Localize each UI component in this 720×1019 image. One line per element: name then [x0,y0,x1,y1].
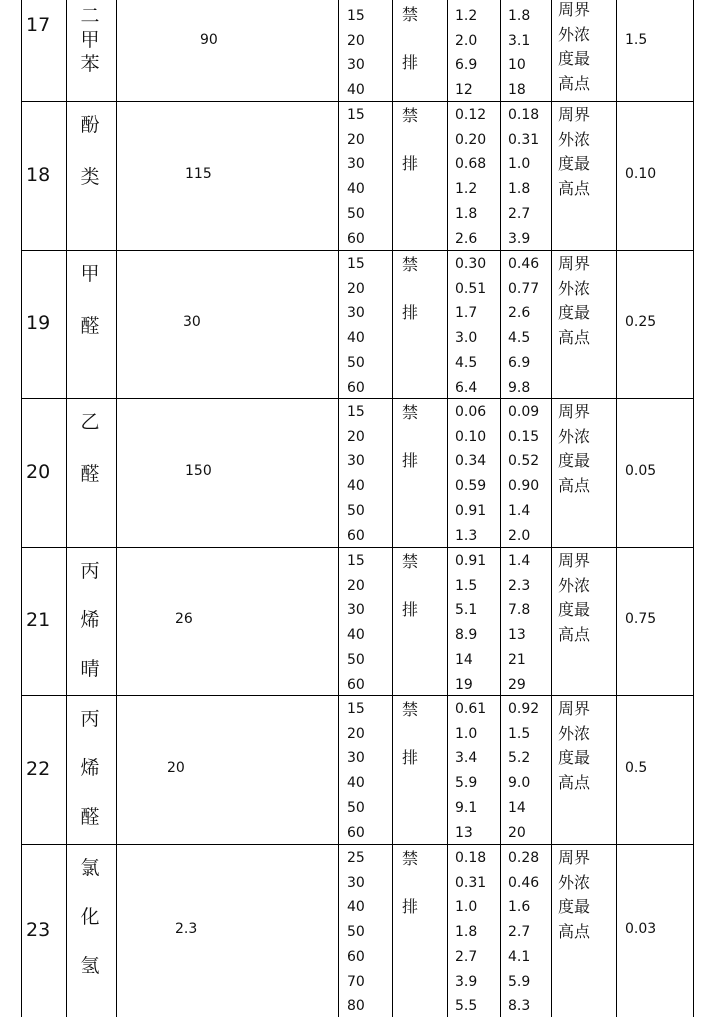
table-row [0,398,720,547]
row-number: 17 [26,14,51,36]
rate-level-2-value: 0.18 [455,850,487,866]
max-concentration: 115 [185,165,212,182]
rate-level-3-value: 4.5 [508,330,531,347]
monitoring-point-text: 度最 [558,451,591,471]
rate-level-3-value: 0.46 [508,256,540,272]
rate-level-3-value: 3.1 [508,32,531,49]
stack-height-value: 40 [347,775,365,792]
prohibited-char: 禁 [402,403,419,422]
rate-level-3-value: 1.8 [508,181,531,198]
pollutant-name-char: 苯 [80,53,100,75]
pollutant-name-char: 乙 [80,411,100,433]
row-number: 22 [26,757,51,780]
rate-level-2-value: 9.1 [455,799,478,816]
table-row [0,695,720,844]
rate-level-3-column [508,400,539,548]
prohibited-char: 排 [402,748,419,767]
stack-height-value: 40 [347,899,365,916]
monitoring-point-text: 外浓 [558,129,591,149]
rate-level-2-value: 5.5 [455,998,478,1015]
table-row [0,101,720,250]
rate-level-2-value: 13 [455,824,473,841]
row-number: 19 [26,312,51,334]
monitoring-point-text: 周界 [558,402,591,421]
rate-level-3-column [508,4,530,103]
stack-height-value: 30 [347,305,365,322]
rate-level-3-value: 1.4 [508,553,531,569]
rate-level-3-value: 6.9 [508,354,531,371]
monitoring-point-text: 周界 [558,551,591,570]
rate-level-2-value: 3.9 [455,973,478,990]
stack-height-column [347,103,365,251]
stack-height-value: 20 [347,32,365,49]
rate-level-2-value: 2.7 [455,948,478,965]
monitoring-point-text: 外浓 [558,426,591,446]
monitoring-point-text: 度最 [558,600,591,620]
monitoring-point-text: 高点 [558,74,591,94]
monitoring-point-text: 外浓 [558,723,591,743]
rate-level-3-value: 0.92 [508,701,540,717]
rate-level-3-column [508,549,530,697]
prohibited-char: 禁 [402,552,419,571]
stack-height-value: 50 [347,651,365,668]
monitoring-point-text: 度最 [558,154,591,174]
rate-level-2-value: 0.10 [455,428,487,445]
stack-height-value: 20 [347,725,365,742]
rate-level-3-value: 0.90 [508,478,540,495]
concentration-limit: 1.5 [625,32,648,48]
monitoring-point-text: 度最 [558,897,591,917]
stack-height-value: 50 [347,924,365,941]
monitoring-point [558,697,590,796]
rate-level-2-value: 0.20 [455,131,487,148]
rate-level-3-value: 0.18 [508,107,540,123]
rate-level-3-value: 2.7 [508,924,531,941]
row-number: 20 [26,460,51,483]
pollutant-name-char: 氢 [80,955,100,977]
rate-level-2-column [455,846,486,1019]
concentration-limit: 0.05 [625,462,657,479]
rate-level-2-column [455,400,486,548]
stack-height-value: 40 [347,627,365,644]
rate-level-3-value: 2.0 [508,527,531,544]
stack-height-column [347,400,365,548]
rate-level-3-value: 0.28 [508,850,540,866]
rate-level-2-value: 4.5 [455,354,478,371]
stack-height-value: 30 [347,602,365,619]
stack-height-value: 40 [347,181,365,198]
monitoring-point [558,103,590,202]
stack-height-value: 15 [347,701,365,717]
rate-level-3-column [508,846,539,1019]
max-concentration: 150 [185,462,212,479]
pollutant-name-char: 丙 [80,560,100,582]
rate-level-3-value: 5.2 [508,750,531,767]
monitoring-point [558,400,590,499]
concentration-limit: 0.75 [625,611,657,627]
prohibited-char: 排 [402,897,419,916]
rate-level-2-value: 0.34 [455,453,487,470]
monitoring-point-text: 周界 [558,254,591,273]
stack-height-value: 60 [347,676,365,693]
rate-level-2-column [455,103,486,251]
rate-level-2-value: 6.4 [455,379,478,396]
row-number: 18 [26,163,51,186]
concentration-limit: 0.10 [625,165,657,182]
pollutant-name-char: 醛 [80,315,100,337]
pollutant-name-char: 甲 [80,263,100,285]
monitoring-point [558,846,590,945]
stack-height-value: 15 [347,8,365,24]
stack-height-value: 15 [347,404,365,420]
rate-level-3-value: 13 [508,627,526,644]
pollutant-name-char: 烯 [80,757,100,779]
rate-level-3-value: 4.1 [508,948,531,965]
concentration-limit: 0.5 [625,759,648,776]
rate-level-2-value: 1.2 [455,181,478,198]
monitoring-point-text: 度最 [558,303,591,323]
rate-level-3-value: 21 [508,651,526,668]
rate-level-3-value: 8.3 [508,998,531,1015]
rate-level-2-value: 0.68 [455,156,487,173]
stack-height-value: 30 [347,156,365,173]
pollutant-name-char: 化 [80,906,100,928]
monitoring-point-text: 周界 [558,0,591,19]
rate-level-2-value: 3.4 [455,750,478,767]
monitoring-point [558,252,590,351]
stack-height-value: 30 [347,453,365,470]
monitoring-point-text: 外浓 [558,278,591,298]
row-number: 23 [26,918,51,941]
pollutant-name-char: 烯 [80,609,100,631]
rate-level-2-value: 14 [455,651,473,668]
monitoring-point-text: 周界 [558,848,591,867]
pollutant-name-char: 甲 [80,29,100,51]
table-row [0,844,720,1017]
pollutant-name-char: 酚 [80,114,100,136]
rate-level-3-value: 0.09 [508,404,540,420]
monitoring-point-text: 高点 [558,476,591,496]
stack-height-value: 60 [347,230,365,247]
stack-height-column [347,252,365,400]
rate-level-3-column [508,252,539,400]
rate-level-3-value: 18 [508,82,526,99]
stack-height-value: 60 [347,527,365,544]
rate-level-2-value: 1.8 [455,924,478,941]
rate-level-2-value: 1.8 [455,205,478,222]
rate-level-3-value: 9.0 [508,775,531,792]
prohibited-char: 禁 [402,5,419,24]
rate-level-2-column [455,697,486,845]
rate-level-2-value: 0.59 [455,478,487,495]
prohibited-char: 禁 [402,849,419,868]
prohibited-char: 排 [402,600,419,619]
rate-level-3-value: 10 [508,57,526,74]
stack-height-value: 15 [347,256,365,272]
pollutant-name-char: 二 [80,5,100,27]
stack-height-value: 25 [347,850,365,866]
prohibited-char: 排 [402,154,419,173]
monitoring-point-text: 高点 [558,328,591,348]
rate-level-2-value: 1.0 [455,725,478,742]
rate-level-3-value: 0.77 [508,280,540,297]
max-concentration: 30 [183,314,201,330]
stack-height-value: 30 [347,874,365,891]
monitoring-point-text: 周界 [558,105,591,124]
rate-level-2-value: 3.0 [455,330,478,347]
stack-height-value: 20 [347,577,365,594]
monitoring-point-text: 高点 [558,773,591,793]
rate-level-3-value: 1.6 [508,899,531,916]
rate-level-3-value: 9.8 [508,379,531,396]
rate-level-2-value: 0.12 [455,107,487,123]
row-number: 21 [26,609,51,631]
rate-level-3-value: 2.7 [508,205,531,222]
rate-level-2-value: 0.30 [455,256,487,272]
rate-level-2-column [455,252,486,400]
stack-height-value: 15 [347,553,365,569]
rate-level-3-value: 1.8 [508,8,531,24]
rate-level-2-value: 0.91 [455,502,487,519]
stack-height-value: 70 [347,973,365,990]
rate-level-2-value: 8.9 [455,627,478,644]
rate-level-2-value: 6.9 [455,57,478,74]
rate-level-3-value: 29 [508,676,526,693]
rate-level-2-value: 1.5 [455,577,478,594]
monitoring-point [558,0,590,97]
stack-height-value: 40 [347,330,365,347]
rate-level-2-value: 12 [455,82,473,99]
rate-level-3-value: 0.15 [508,428,540,445]
rate-level-3-value: 3.9 [508,230,531,247]
prohibited-char: 禁 [402,106,419,125]
prohibited-char: 排 [402,53,419,72]
stack-height-column [347,697,365,845]
stack-height-value: 20 [347,280,365,297]
prohibited-char: 排 [402,451,419,470]
rate-level-2-column [455,549,486,697]
monitoring-point [558,549,590,648]
stack-height-value: 60 [347,379,365,396]
rate-level-2-value: 1.0 [455,899,478,916]
stack-height-column [347,549,365,697]
stack-height-value: 40 [347,478,365,495]
stack-height-value: 50 [347,205,365,222]
pollutant-name-char: 氯 [80,857,100,879]
table-row [0,547,720,695]
pollutant-name-char: 类 [80,166,100,188]
max-concentration: 20 [167,759,185,776]
rate-level-2-value: 0.31 [455,874,487,891]
stack-height-value: 30 [347,750,365,767]
rate-level-2-value: 5.1 [455,602,478,619]
pollutant-name-char: 醛 [80,463,100,485]
monitoring-point-text: 外浓 [558,24,591,44]
rate-level-3-value: 7.8 [508,602,531,619]
monitoring-point-text: 高点 [558,625,591,645]
rate-level-2-value: 0.61 [455,701,487,717]
concentration-limit: 0.25 [625,314,657,330]
rate-level-2-value: 1.7 [455,305,478,322]
stack-height-value: 30 [347,57,365,74]
stack-height-value: 50 [347,502,365,519]
prohibited-char: 禁 [402,255,419,274]
table-row [0,0,720,101]
rate-level-2-value: 2.0 [455,32,478,49]
table-row [0,250,720,398]
stack-height-column [347,4,365,103]
rate-level-3-value: 0.31 [508,131,540,148]
rate-level-3-value: 14 [508,799,526,816]
stack-height-value: 20 [347,131,365,148]
rate-level-3-value: 1.4 [508,502,531,519]
monitoring-point-text: 周界 [558,699,591,718]
rate-level-2-value: 19 [455,676,473,693]
rate-level-3-value: 1.5 [508,725,531,742]
stack-height-value: 50 [347,354,365,371]
stack-height-value: 60 [347,824,365,841]
stack-height-value: 60 [347,948,365,965]
monitoring-point-text: 外浓 [558,575,591,595]
rate-level-2-value: 0.06 [455,404,487,420]
rate-level-3-value: 1.0 [508,156,531,173]
monitoring-point-text: 高点 [558,179,591,199]
rate-level-3-value: 2.6 [508,305,531,322]
stack-height-value: 80 [347,998,365,1015]
stack-height-value: 15 [347,107,365,123]
pollutant-name-char: 晴 [80,658,100,680]
rate-level-2-column [455,4,477,103]
stack-height-value: 20 [347,428,365,445]
prohibited-char: 排 [402,303,419,322]
monitoring-point-text: 度最 [558,748,591,768]
rate-level-2-value: 0.51 [455,280,487,297]
max-concentration: 2.3 [175,920,198,937]
monitoring-point-text: 度最 [558,49,591,69]
stack-height-value: 50 [347,799,365,816]
rate-level-2-value: 1.3 [455,527,478,544]
pollutant-name-char: 醛 [80,806,100,828]
stack-height-value: 40 [347,82,365,99]
rate-level-2-value: 1.2 [455,8,478,24]
rate-level-3-column [508,697,539,845]
rate-level-3-value: 0.46 [508,874,540,891]
monitoring-point-text: 高点 [558,922,591,942]
concentration-limit: 0.03 [625,920,657,937]
prohibited-char: 禁 [402,700,419,719]
max-concentration: 26 [175,611,193,627]
rate-level-3-value: 5.9 [508,973,531,990]
rate-level-3-value: 2.3 [508,577,531,594]
monitoring-point-text: 外浓 [558,872,591,892]
rate-level-3-column [508,103,539,251]
rate-level-2-value: 0.91 [455,553,487,569]
max-concentration: 90 [200,32,218,48]
rate-level-2-value: 2.6 [455,230,478,247]
stack-height-column [347,846,365,1019]
rate-level-2-value: 5.9 [455,775,478,792]
pollutant-name-char: 丙 [80,708,100,730]
rate-level-3-value: 0.52 [508,453,540,470]
rate-level-3-value: 20 [508,824,526,841]
